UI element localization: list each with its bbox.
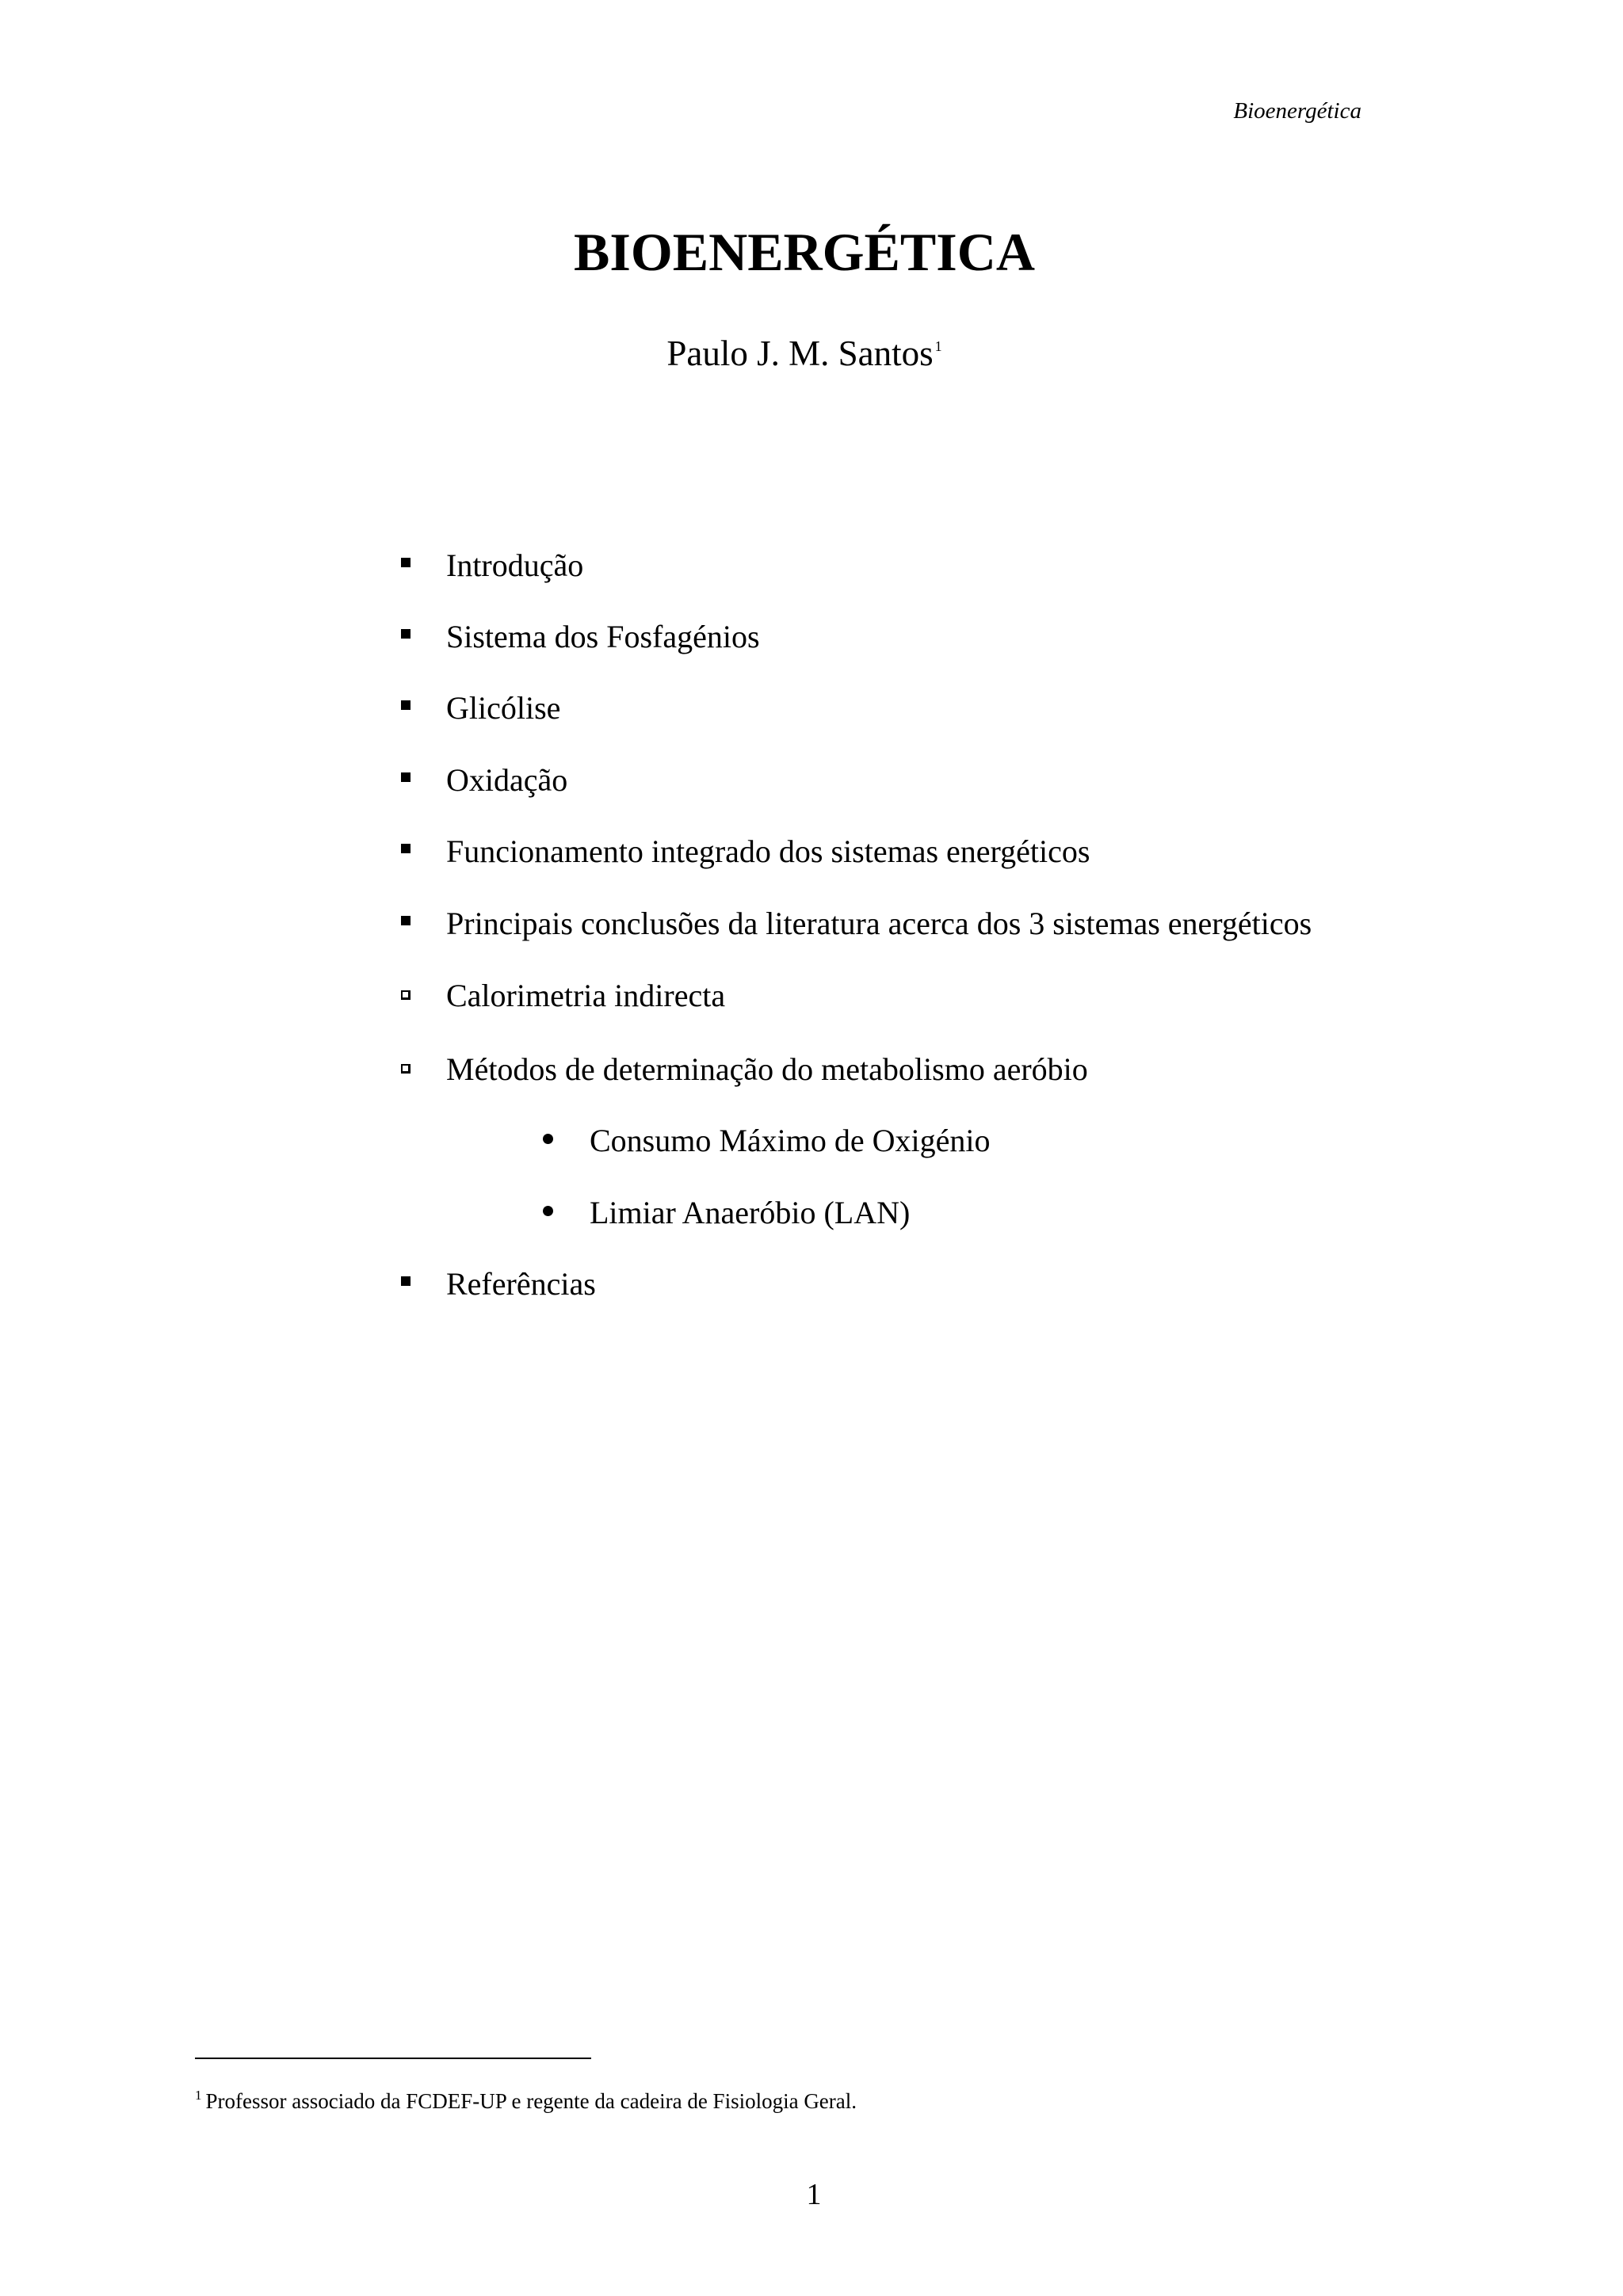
hollow-square-bullet-icon <box>399 1046 422 1093</box>
toc-item-label: Funcionamento integrado dos sistemas energéticos <box>446 833 1090 869</box>
toc-item-label: Glicólise <box>446 690 561 726</box>
toc-item-label: Sistema dos Fosfagénios <box>446 619 760 654</box>
toc-item-label: Consumo Máximo de Oxigénio <box>590 1123 991 1158</box>
round-bullet-icon <box>540 1189 564 1237</box>
square-bullet-icon <box>399 1261 422 1308</box>
toc-item-label: Oxidação <box>446 762 568 798</box>
square-bullet-icon <box>399 685 422 732</box>
document-title: BIOENERGÉTICA <box>574 222 1035 282</box>
toc-item-label: Calorimetria indirecta <box>446 978 726 1013</box>
toc-item-label: Referências <box>446 1266 596 1302</box>
square-bullet-icon <box>399 542 422 589</box>
running-header: Bioenergética <box>1233 98 1361 124</box>
toc-item-label: Limiar Anaeróbio (LAN) <box>590 1195 911 1230</box>
round-bullet-icon <box>540 1117 564 1165</box>
square-bullet-icon <box>399 613 422 661</box>
toc-item-label: Introdução <box>446 547 584 583</box>
toc-item-label: Principais conclusões da literatura acerca dos 3 sistemas energéticos <box>446 906 1312 941</box>
page-number: 1 <box>806 2178 822 2211</box>
hollow-square-bullet-icon <box>399 972 422 1020</box>
footnote-text: Professor associado da FCDEF-UP e regente da cadeira de Fisiologia Geral. <box>205 2089 857 2113</box>
square-bullet-icon <box>399 828 422 875</box>
square-bullet-icon <box>399 900 422 948</box>
author-footnote-ref: 1 <box>934 338 942 354</box>
square-bullet-icon <box>399 757 422 804</box>
toc-item-label: Métodos de determinação do metabolismo aeróbio <box>446 1051 1088 1087</box>
footnote-number: 1 <box>195 2088 202 2103</box>
footnote-separator <box>195 2058 591 2059</box>
footnote <box>195 2089 857 2114</box>
author-name: Paulo J. M. Santos <box>666 334 934 373</box>
